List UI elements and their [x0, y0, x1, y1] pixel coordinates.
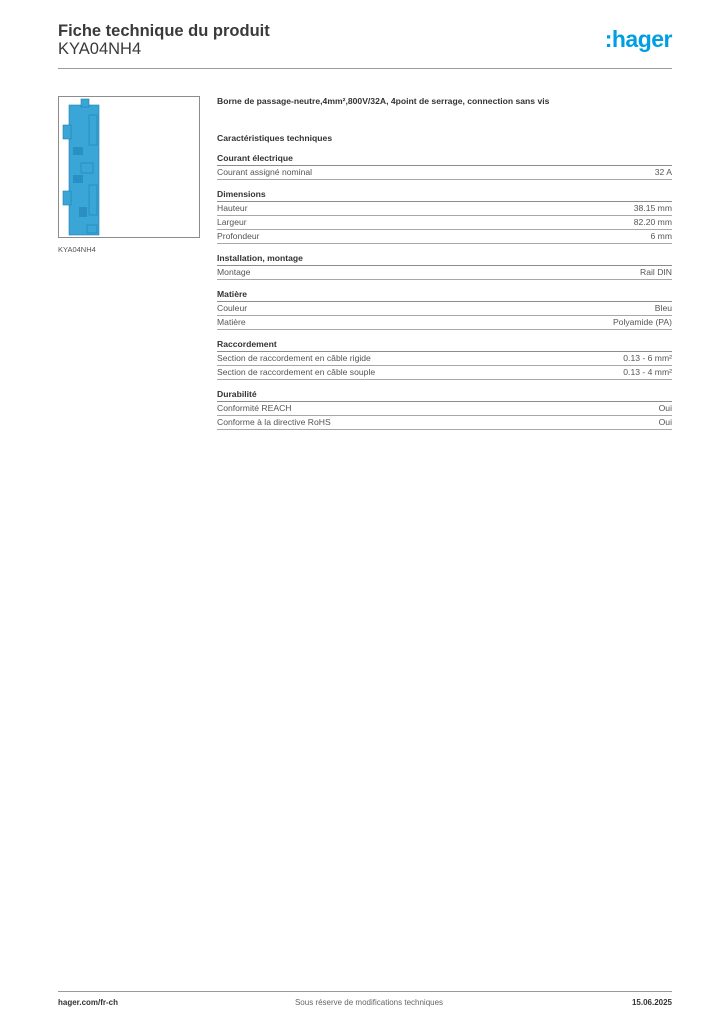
spec-value: Bleu: [654, 303, 672, 313]
spec-value: 32 A: [654, 167, 672, 177]
spec-row: [217, 416, 672, 430]
spec-label: Montage: [217, 267, 251, 277]
spec-group-title: Courant électrique: [217, 152, 672, 166]
spec-label: Section de raccordement en câble rigide: [217, 353, 371, 363]
spec-group-dimensions: [217, 188, 672, 244]
header-divider: [58, 68, 672, 69]
spec-value: 0.13 - 4 mm²: [623, 367, 672, 377]
spec-label: Largeur: [217, 217, 247, 227]
spec-value: 0.13 - 6 mm²: [623, 353, 672, 363]
spec-row: [217, 266, 672, 280]
spec-label: Courant assigné nominal: [217, 167, 313, 177]
spec-value: 6 mm: [650, 231, 672, 241]
spec-group-title: Matière: [217, 288, 672, 302]
spec-label: Hauteur: [217, 203, 248, 213]
footer-date: 15.06.2025: [631, 998, 672, 1007]
hager-logo: :hager: [604, 26, 672, 52]
section-title: Caractéristiques techniques: [217, 133, 333, 143]
product-description: Borne de passage-neutre,4mm²,800V/32A, 4point de serrage, connection sans vis: [217, 96, 550, 106]
spec-value: 82.20 mm: [633, 217, 672, 227]
spec-label: Conforme à la directive RoHS: [217, 417, 331, 427]
spec-group-title: Raccordement: [217, 338, 672, 352]
spec-group-title: Installation, montage: [217, 252, 672, 266]
spec-row: [217, 216, 672, 230]
spec-value: Polyamide (PA): [612, 317, 672, 327]
spec-label: Profondeur: [217, 231, 260, 241]
terminal-block-icon: [59, 97, 199, 237]
spec-value: Oui: [658, 403, 672, 413]
spec-row: [217, 366, 672, 380]
spec-row: [217, 202, 672, 216]
spec-row: [217, 230, 672, 244]
spec-row: [217, 166, 672, 180]
spec-label: Conformité REACH: [217, 403, 292, 413]
page-header: [58, 20, 672, 70]
spec-value: 38.15 mm: [633, 203, 672, 213]
spec-row: [217, 316, 672, 330]
page-title: Fiche technique du produit: [58, 22, 270, 40]
spec-group-title: Durabilité: [217, 388, 672, 402]
product-image-frame: [58, 96, 200, 238]
spec-group-current: [217, 152, 672, 180]
spec-value: Oui: [658, 417, 672, 427]
footer-website-link[interactable]: hager.com/fr-ch: [58, 998, 119, 1007]
spec-group-title: Dimensions: [217, 188, 672, 202]
spec-label: Matière: [217, 317, 246, 327]
spec-row: [217, 302, 672, 316]
spec-label: Couleur: [217, 303, 248, 313]
spec-label: Section de raccordement en câble souple: [217, 367, 376, 377]
spec-row: [217, 402, 672, 416]
spec-value: Rail DIN: [640, 267, 672, 277]
spec-group-durability: [217, 388, 672, 430]
product-image-caption: KYA04NH4: [58, 245, 96, 254]
specifications: [217, 92, 672, 430]
spec-group-material: [217, 288, 672, 330]
spec-row: [217, 352, 672, 366]
footer-note: Sous réserve de modifications techniques: [294, 998, 444, 1007]
spec-group-connection: [217, 338, 672, 380]
spec-group-installation: [217, 252, 672, 280]
footer-divider: [58, 991, 672, 992]
product-reference: KYA04NH4: [58, 40, 142, 58]
